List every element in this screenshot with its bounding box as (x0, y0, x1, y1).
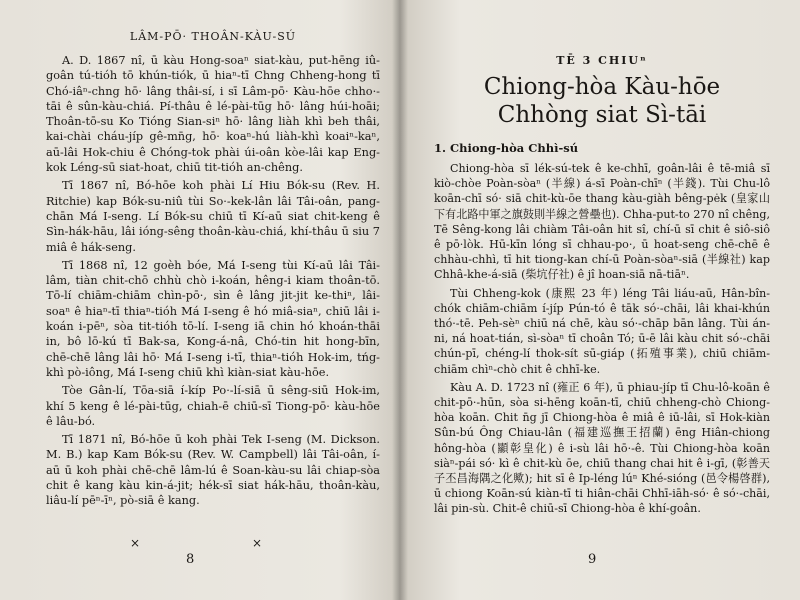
paragraph: Tī 1867 nî, Bó-hōe koh phài Lí Hiu Bók-su (Rev. H. Ritchie) kap Bók-su-niû tùi So·-kek-lân lâi Tâi-oân, pang-chān Má I-seng. Lí Bók-su chiū tī Kí-aū siat chit-keng ê Sìn-hák-hāu, lâi ióng-sêng thoân-kàu-chiá, khí-thâu ū siu 7 miâ ê hák-seng. (46, 179, 380, 254)
page-number: 9 (588, 552, 597, 567)
paragraph: Chiong-hòa sī lék-sú-tek ê ke-chhī, goân-lâi ê tē-miâ sī kiò-chòe Poàn-sòaⁿ (半線) á-sī Poàn-chīⁿ (半錢). Tùi Chu-lô koān-chī só· siā chit-kù-ōe thang kàu-giàh bêng-pėk (皇家山下有北路中軍之旗鼓則半線之營壘也). Chha-put-to 270 nî chêng, Tē Sêng-kong lâi chiàm Tâi-oân hit sî, chí-ū sī chit ê siô-siô ê pō·lòk. Hū-kīn lóng sī chhau-po·, ū hoat-seng chē-chē ê chhàu-chhì, tī hit tiong-kan chí-ū Poàn-sòaⁿ-siā (半線社) kap Chhâ-khe-á-siā (柴坑仔社) ê jî hoan-siā nā-tiāⁿ. (434, 162, 770, 282)
paragraph: Tòe Gân-lí, Tōa-siā í-kíp Po·-lí-siā ū sêng-siū Hok-im, khí 5 keng ê lé-pài-tūg, chiah-ē chiū-sī Tiong-pō· kàu-hōe ê lâu-bó. (46, 384, 380, 428)
paragraph: Kàu A. D. 1723 nî (雍正 6 年), ū phiau-jíp tī Chu-lô-koān ê chit-pō·-hūn, sòa si-hēng koān-tī, chiū chheng-chò Chiong-hòa koān. Chit n̄g jī Chiong-hòa ê miâ ê iū-lâi, sī Hok-kiàn Sûn-bú Ông Chiau-lân (福建巡撫王招蘭) ēng Hiân-chiong hông-hòa (顯彰皇化) ê i-sù lâi hō·-ê. Tùi Chiong-hòa koān siàⁿ-pái só· kì ê chit-kù ōe, chiū thang chai hit ê i-gī, (彰善天子丕昌海隅之化歟); hit sī ê Ip-léng lúⁿ Khé-sióng (邑令楊啓群), ū chiong Koān-sú kiàn-tī ti hiân-chāi Chhī-iāh-só· ê só·-chāi, lâi pin-sù. Chit-ê chiū-sī Chiong-hòa ê khí-goân. (434, 380, 770, 516)
chapter-title-line-1: Chiong-hòa Kàu-hōe (483, 74, 721, 100)
running-head: LÂM-PŌ· THOÂN-KÀU-SÚ (129, 30, 297, 43)
chapter-label: TĒ 3 CHIUⁿ (556, 54, 648, 67)
paragraph: Tī 1868 nî, 12 goèh bóe, Má I-seng tùi Kí-aū lâi Tâi-lâm, tiàn chit-chō chhù chò i-koán, hêng-i kiam thoân-tō. Tō-lí chiām-chiām chìn-pō·, sìn ê lâng jit-jit ke-thiⁿ, lâi-soaⁿ ê hiaⁿ-tī thiaⁿ-tióh Má I-seng ê hó miâ-siaⁿ, chiū lâi i-koán i-pēⁿ, sòa tit-tióh tō-lí. I-seng iā chin hó khoán-thāi in, bô lō-kú tī Bak-sa, Kong-á-nâ, Chó-tin hit hong-bīn, chē-chē lâng lâi hō· Má I-seng i-tī, thiaⁿ-tióh Hok-im, tńg-khì pò-iông, Má I-seng chiū khì kiàn-siat kàu-hōe. (46, 258, 380, 379)
paragraph: Tī 1871 nî, Bó-hōe ū koh phài Tek I-seng (M. Dickson. M. B.) kap Kam Bók-su (Rev. W. Campbell) lâi Tâi-oân, í-aū ū koh phài chē-chē lâm-lú ê Soan-kàu-su lâi chiap-sòa chit ê kang kàu kin-á-jit; hék-sī siat hák-hāu, thoân-kàu, liâu-lí pēⁿ-īⁿ, pò-siā ê kang. (46, 433, 380, 508)
book-gutter (392, 0, 408, 600)
page-number: 8 (186, 552, 195, 567)
ornament-mark: × (252, 536, 263, 550)
paragraph: Tùi Chheng-kok (康熙 23 年) léng Tâi liáu-aū, Hân-bîn-chók chiām-chiām í-jíp Pún-tó ê tāk só·-chāi, lâi khai-khún thó·-tē. Peh-sèⁿ chiū ná chē, kàu só·-chāp bān lâng. Tùi án-ni, ná hoat-tián, sì-sòaⁿ tī choân Tó; ū-ē lâi kàu chit só·-chāi chún-pī, chéng-lí thok-sít sū-giáp (拓殖事業), chiū chiām-chiām chìⁿ-chò chit ê chhī-ke. (434, 286, 770, 376)
section-heading: 1. Chiong-hòa Chhì-sú (434, 141, 579, 155)
right-page (400, 0, 800, 600)
right-page-body (434, 161, 770, 517)
paragraph: A. D. 1867 nî, ū kàu Hong-soaⁿ siat-kàu, put-hēng iû-goân tú-tióh tō khún-tiók, ū hiaⁿ-tī Chng Chheng-hong tī Chó-iâⁿ-chng hō· lâng thâi-sí, i sī Lâm-pō· Kàu-hōe chho·-tāi ê sûn-kàu-chiá. Pí-thâu ê lé-pài-tūg hō· lâng húi-hoāi; Thoân-tō-su Ko Tióng Sian-siⁿ hō· lâng liàh khì beh thâi, kai-chài cháu-jíp gê-mn̄g, hō· koaⁿ-hú liàh-khì koaiⁿ-kaⁿ, aū-lâi Hok-chiu ê Chóng-tok phài úi-oân kòe-lâi kap Eng-kok Léng-sū siat-hoat, chiū tit-tióh an-chêng. (46, 54, 380, 175)
left-page-body (46, 53, 380, 509)
ornament-mark: × (130, 536, 141, 550)
chapter-title-line-2: Chhòng siat Sì-tāi (497, 102, 707, 128)
